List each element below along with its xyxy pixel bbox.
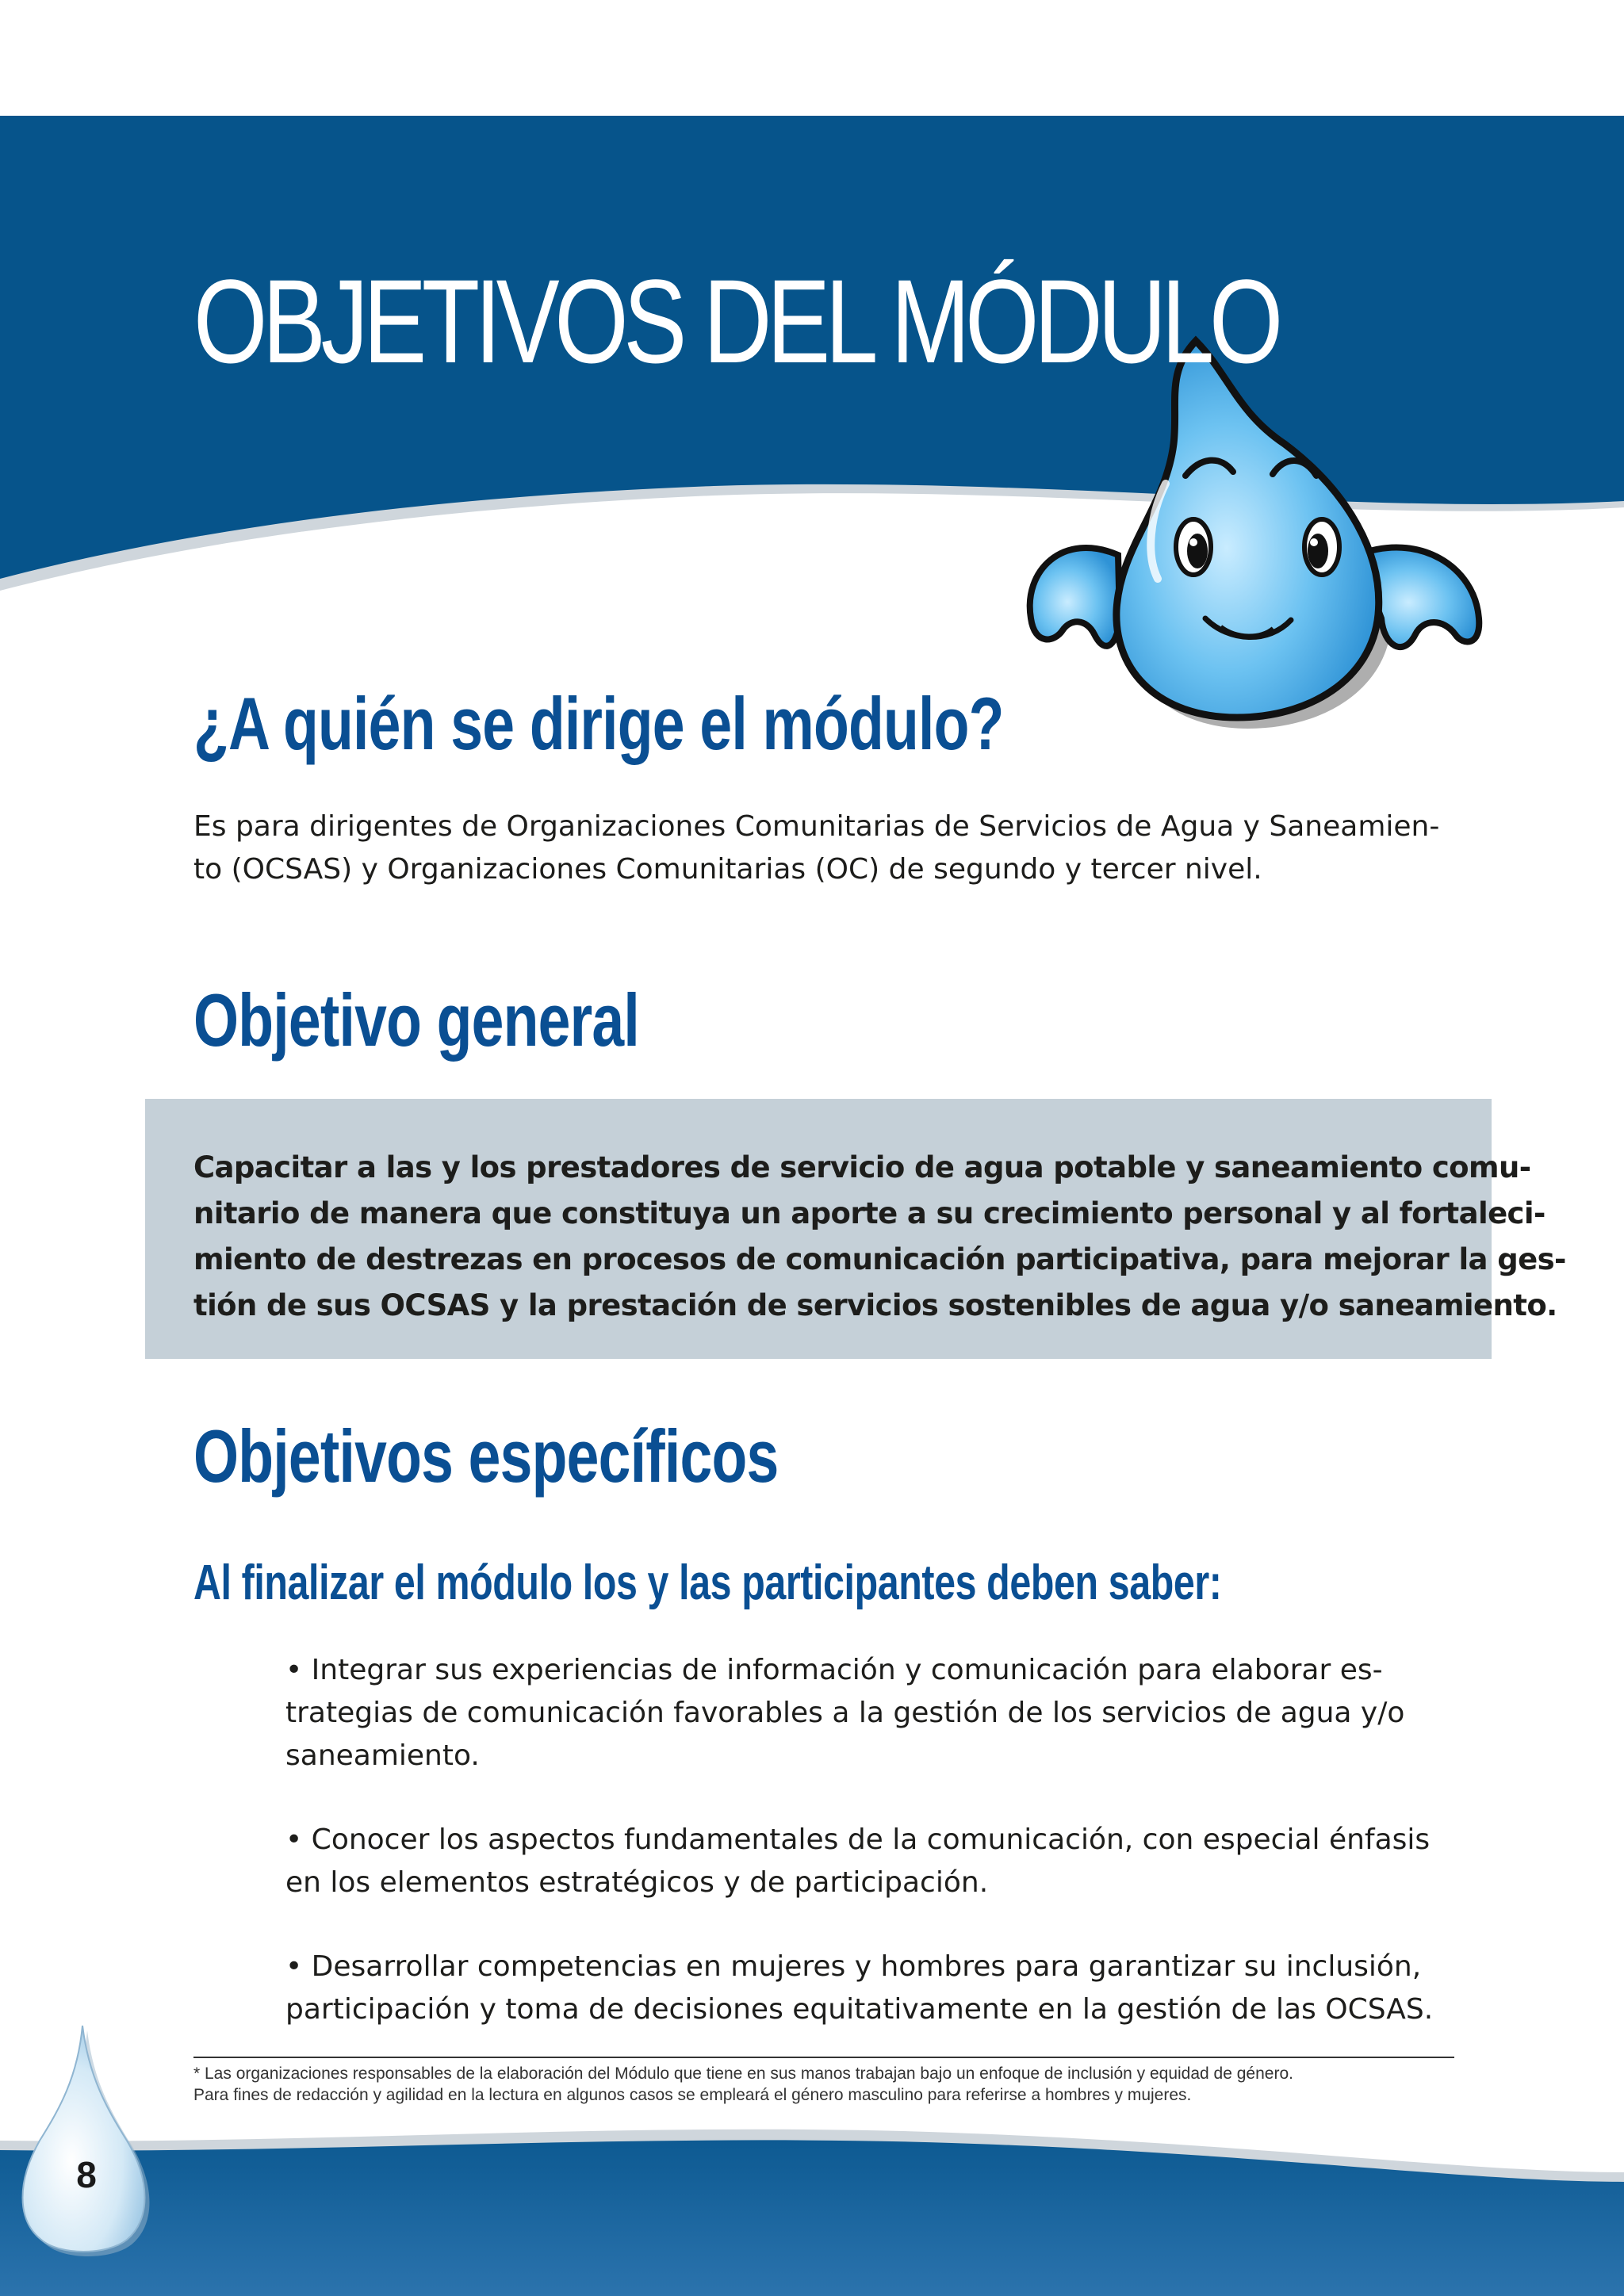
general-objective-text — [193, 1145, 1566, 1329]
footnote-divider — [193, 2057, 1454, 2058]
page-title: OBJETIVOS DEL MÓDULO — [193, 254, 1278, 388]
audience-text — [193, 806, 1440, 891]
page-number: 8 — [76, 2154, 97, 2195]
list-item-line: • Integrar sus experiencias de información y comunicación para elaborar es- — [285, 1654, 1383, 1686]
specific-objectives-heading: Objetivos específicos — [193, 1414, 779, 1498]
specific-objectives-subheading: Al finalizar el módulo los y las participantes deben saber: — [193, 1556, 1222, 1610]
list-item-line: • Desarrollar competencias en mujeres y hombres para garantizar su inclusión, — [285, 1950, 1422, 1983]
general-objective-line: miento de destrezas en procesos de comunicación participativa, para mejorar la ges- — [193, 1242, 1566, 1276]
audience-line: Es para dirigentes de Organizaciones Comunitarias de Servicios de Agua y Saneamien- — [193, 810, 1440, 843]
audience-heading: ¿A quién se dirige el módulo? — [193, 682, 1004, 765]
list-item — [285, 1819, 1435, 1904]
audience-line: to (OCSAS) y Organizaciones Comunitarias (OC) de segundo y tercer nivel. — [193, 853, 1262, 886]
list-item-line: saneamiento. — [285, 1739, 480, 1772]
general-objective-line: nitario de manera que constituya un aporte a su crecimiento personal y al fortaleci- — [193, 1196, 1545, 1230]
general-objective-line: tión de sus OCSAS y la prestación de servicios sostenibles de agua y/o saneamiento. — [193, 1288, 1557, 1322]
footer-band — [0, 2130, 1624, 2296]
list-item-line: • Conocer los aspectos fundamentales de la comunicación, con especial énfasis — [285, 1823, 1431, 1856]
list-item-line: en los elementos estratégicos y de participación. — [285, 1866, 989, 1899]
specific-objectives-list — [285, 1649, 1435, 2072]
list-item-line: participación y toma de decisiones equitativamente en la gestión de las OCSAS. — [285, 1993, 1434, 2026]
general-objective-line: Capacitar a las y los prestadores de servicio de agua potable y saneamiento comu- — [193, 1150, 1531, 1184]
general-objective-heading: Objetivo general — [193, 978, 640, 1062]
footnote-line: Para fines de redacción y agilidad en la lectura en algunos casos se empleará el género masculino para referirse a hombres y mujeres. — [193, 2086, 1192, 2104]
footnote — [193, 2063, 1462, 2106]
list-item — [285, 1946, 1435, 2031]
list-item — [285, 1649, 1435, 1777]
footnote-line: * Las organizaciones responsables de la elaboración del Módulo que tiene en sus manos trabajan bajo un enfoque de inclusión y equidad de género. — [193, 2064, 1293, 2083]
list-item-line: trategias de comunicación favorables a la gestión de los servicios de agua y/o — [285, 1697, 1405, 1729]
